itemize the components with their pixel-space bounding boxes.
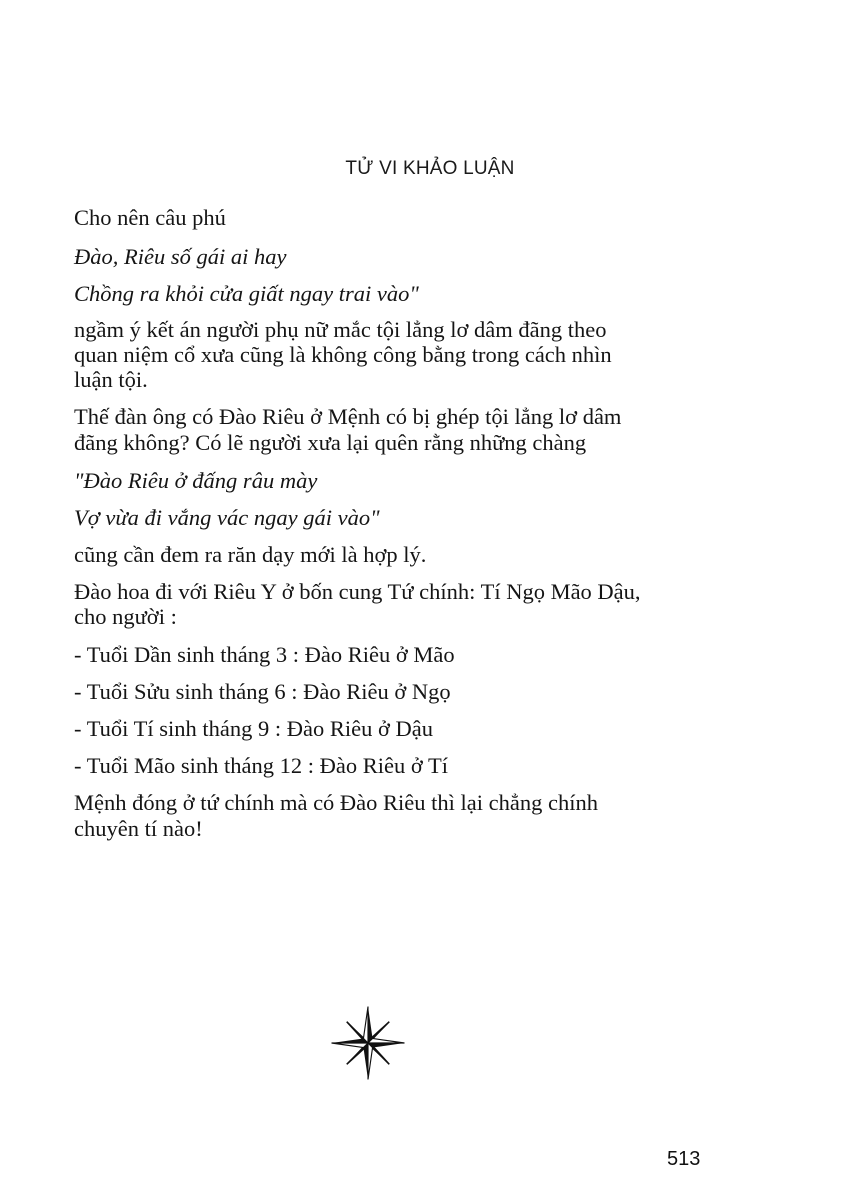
text-line: luận tội.	[74, 367, 148, 392]
verse-line: "Đào Riêu ở đấng râu mày	[74, 468, 318, 493]
text-line: cho người :	[74, 604, 177, 629]
text-line: Thế đàn ông có Đào Riêu ở Mệnh có bị ghép tội lẳng lơ dâm	[74, 404, 622, 429]
verse-line: Chồng ra khỏi cửa giất ngay trai vào"	[74, 281, 419, 306]
verse-line: Vợ vừa đi vắng vác ngay gái vào"	[74, 505, 380, 530]
list-item: - Tuổi Sửu sinh tháng 6 : Đào Riêu ở Ngọ	[74, 679, 451, 704]
list-item: - Tuổi Mão sinh tháng 12 : Đào Riêu ở Tí	[74, 753, 448, 778]
running-head: TỬ VI KHẢO LUẬN	[345, 158, 515, 179]
verse-line: Đào, Riêu số gái ai hay	[74, 244, 287, 269]
text-line: đãng không? Có lẽ người xưa lại quên rằng những chàng	[74, 430, 587, 455]
text-line: quan niệm cổ xưa cũng là không công bằng trong cách nhìn	[74, 342, 612, 367]
list-item: - Tuổi Dần sinh tháng 3 : Đào Riêu ở Mão	[74, 642, 455, 667]
text-line: Cho nên câu phú	[74, 205, 226, 230]
text-line: Đào hoa đi với Riêu Y ở bốn cung Tứ chính: Tí Ngọ Mão Dậu,	[74, 579, 641, 604]
text-line: cũng cần đem ra răn dạy mới là hợp lý.	[74, 542, 427, 567]
text-line: chuyên tí nào!	[74, 816, 203, 841]
text-line: Mệnh đóng ở tứ chính mà có Đào Riêu thì lại chẳng chính	[74, 790, 598, 815]
text-line: ngầm ý kết án người phụ nữ mắc tội lẳng lơ dâm đãng theo	[74, 317, 607, 342]
compass-star-icon	[330, 1005, 406, 1081]
page-number: 513	[667, 1148, 701, 1170]
list-item: - Tuổi Tí sinh tháng 9 : Đào Riêu ở Dậu	[74, 716, 433, 741]
